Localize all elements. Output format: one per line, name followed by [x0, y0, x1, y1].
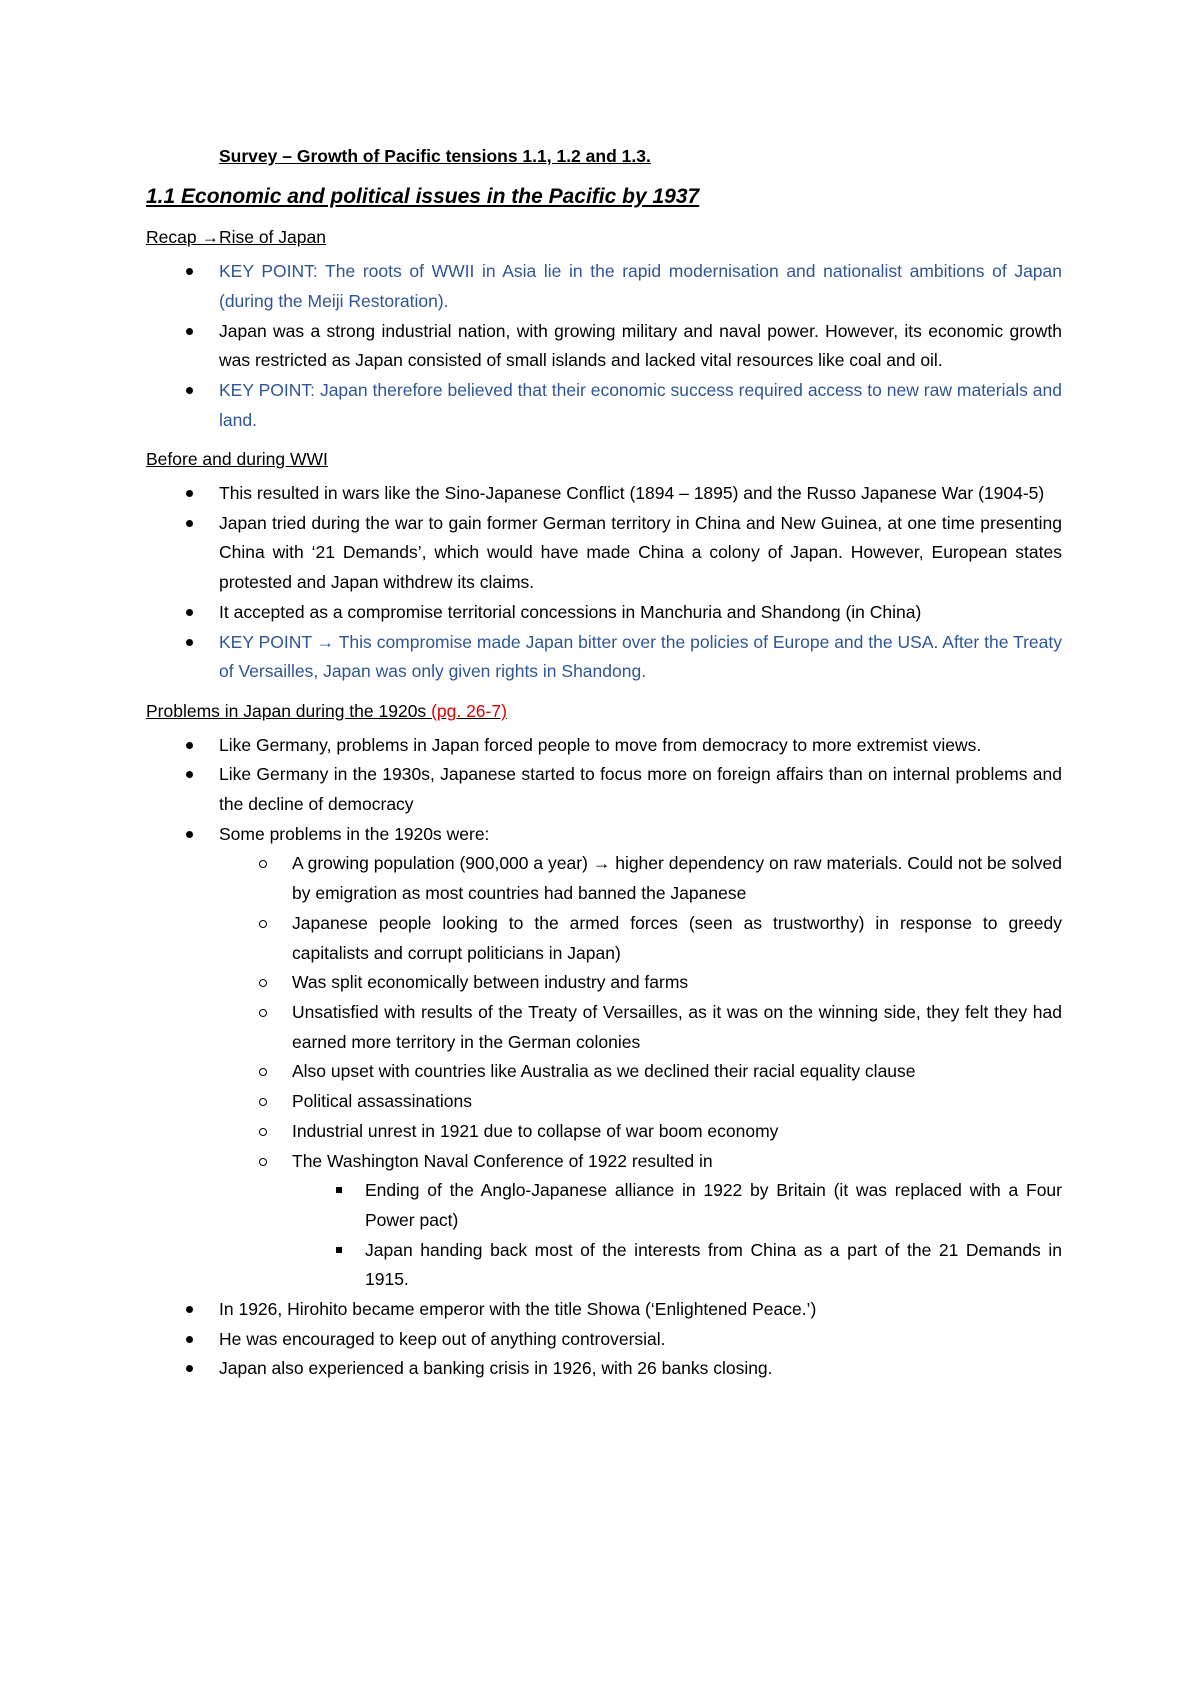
sub-list-item: A growing population (900,000 a year) → higher dependency on raw materials. Could not be solved by emigration as most countries had banned the Japanese	[146, 849, 1062, 908]
survey-title: Survey – Growth of Pacific tensions 1.1, 1.2 and 1.3.	[219, 146, 651, 166]
problems-list	[146, 731, 1062, 1384]
sub-list-item: Was split economically between industry and farms	[146, 968, 1062, 998]
sub-list-item: Unsatisfied with results of the Treaty of Versailles, as it was on the winning side, they felt they had earned more territory in the German colonies	[146, 998, 1062, 1057]
sub-sub-list-item: Ending of the Anglo-Japanese alliance in 1922 by Britain (it was replaced with a Four Power pact)	[146, 1176, 1062, 1235]
sub-list-item: Industrial unrest in 1921 due to collapse of war boom economy	[146, 1117, 1062, 1147]
list-item: Some problems in the 1920s were:	[146, 820, 1062, 850]
list-item: It accepted as a compromise territorial concessions in Manchuria and Shandong (in China)	[146, 598, 1062, 628]
sub-sub-list-item: Japan handing back most of the interests from China as a part of the 21 Demands in 1915.	[146, 1236, 1062, 1295]
sub-list-item: Japanese people looking to the armed forces (seen as trustworthy) in response to greedy capitalists and corrupt politicians in Japan)	[146, 909, 1062, 968]
document-content	[146, 142, 1062, 1394]
list-item: He was encouraged to keep out of anything controversial.	[146, 1325, 1062, 1355]
list-item: KEY POINT: Japan therefore believed that their economic success required access to new raw materials and land.	[146, 376, 1062, 435]
recap-heading: Recap →Rise of Japan	[146, 227, 326, 248]
list-item: Japan tried during the war to gain former German territory in China and New Guinea, at one time presenting China with ‘21 Demands’, which would have made China a colony of Japan. However, European states protested and Japan withdrew its claims.	[146, 509, 1062, 598]
list-item: This resulted in wars like the Sino-Japanese Conflict (1894 – 1895) and the Russo Japanese War (1904-5)	[146, 479, 1062, 509]
list-item: Like Germany in the 1930s, Japanese started to focus more on foreign affairs than on internal problems and the decline of democracy	[146, 760, 1062, 819]
recap-list	[146, 257, 1062, 435]
section-title: 1.1 Economic and political issues in the Pacific by 1937	[146, 184, 700, 208]
list-item: KEY POINT → This compromise made Japan bitter over the policies of Europe and the USA. After the Treaty of Versailles, Japan was only given rights in Shandong.	[146, 628, 1062, 687]
list-item: In 1926, Hirohito became emperor with the title Showa (‘Enlightened Peace.’)	[146, 1295, 1062, 1325]
list-item: KEY POINT: The roots of WWII in Asia lie in the rapid modernisation and nationalist ambitions of Japan (during the Meiji Restoration).	[146, 257, 1062, 316]
sub-list-item: The Washington Naval Conference of 1922 resulted in	[146, 1147, 1062, 1177]
problems-heading-text: Problems in Japan during the 1920s	[146, 700, 427, 721]
wwi-list	[146, 479, 1062, 687]
list-item: Like Germany, problems in Japan forced people to move from democracy to more extremist views.	[146, 731, 1062, 761]
list-item: Japan also experienced a banking crisis in 1926, with 26 banks closing.	[146, 1354, 1062, 1384]
sub-list-item: Also upset with countries like Australia as we declined their racial equality clause	[146, 1057, 1062, 1087]
wwi-heading: Before and during WWI	[146, 449, 328, 470]
list-item: Japan was a strong industrial nation, with growing military and naval power. However, its economic growth was restricted as Japan consisted of small islands and lacked vital resources like coal and oil.	[146, 317, 1062, 376]
problems-heading	[146, 697, 1062, 727]
page-reference: (pg. 26-7)	[431, 700, 507, 721]
sub-list-item: Political assassinations	[146, 1087, 1062, 1117]
